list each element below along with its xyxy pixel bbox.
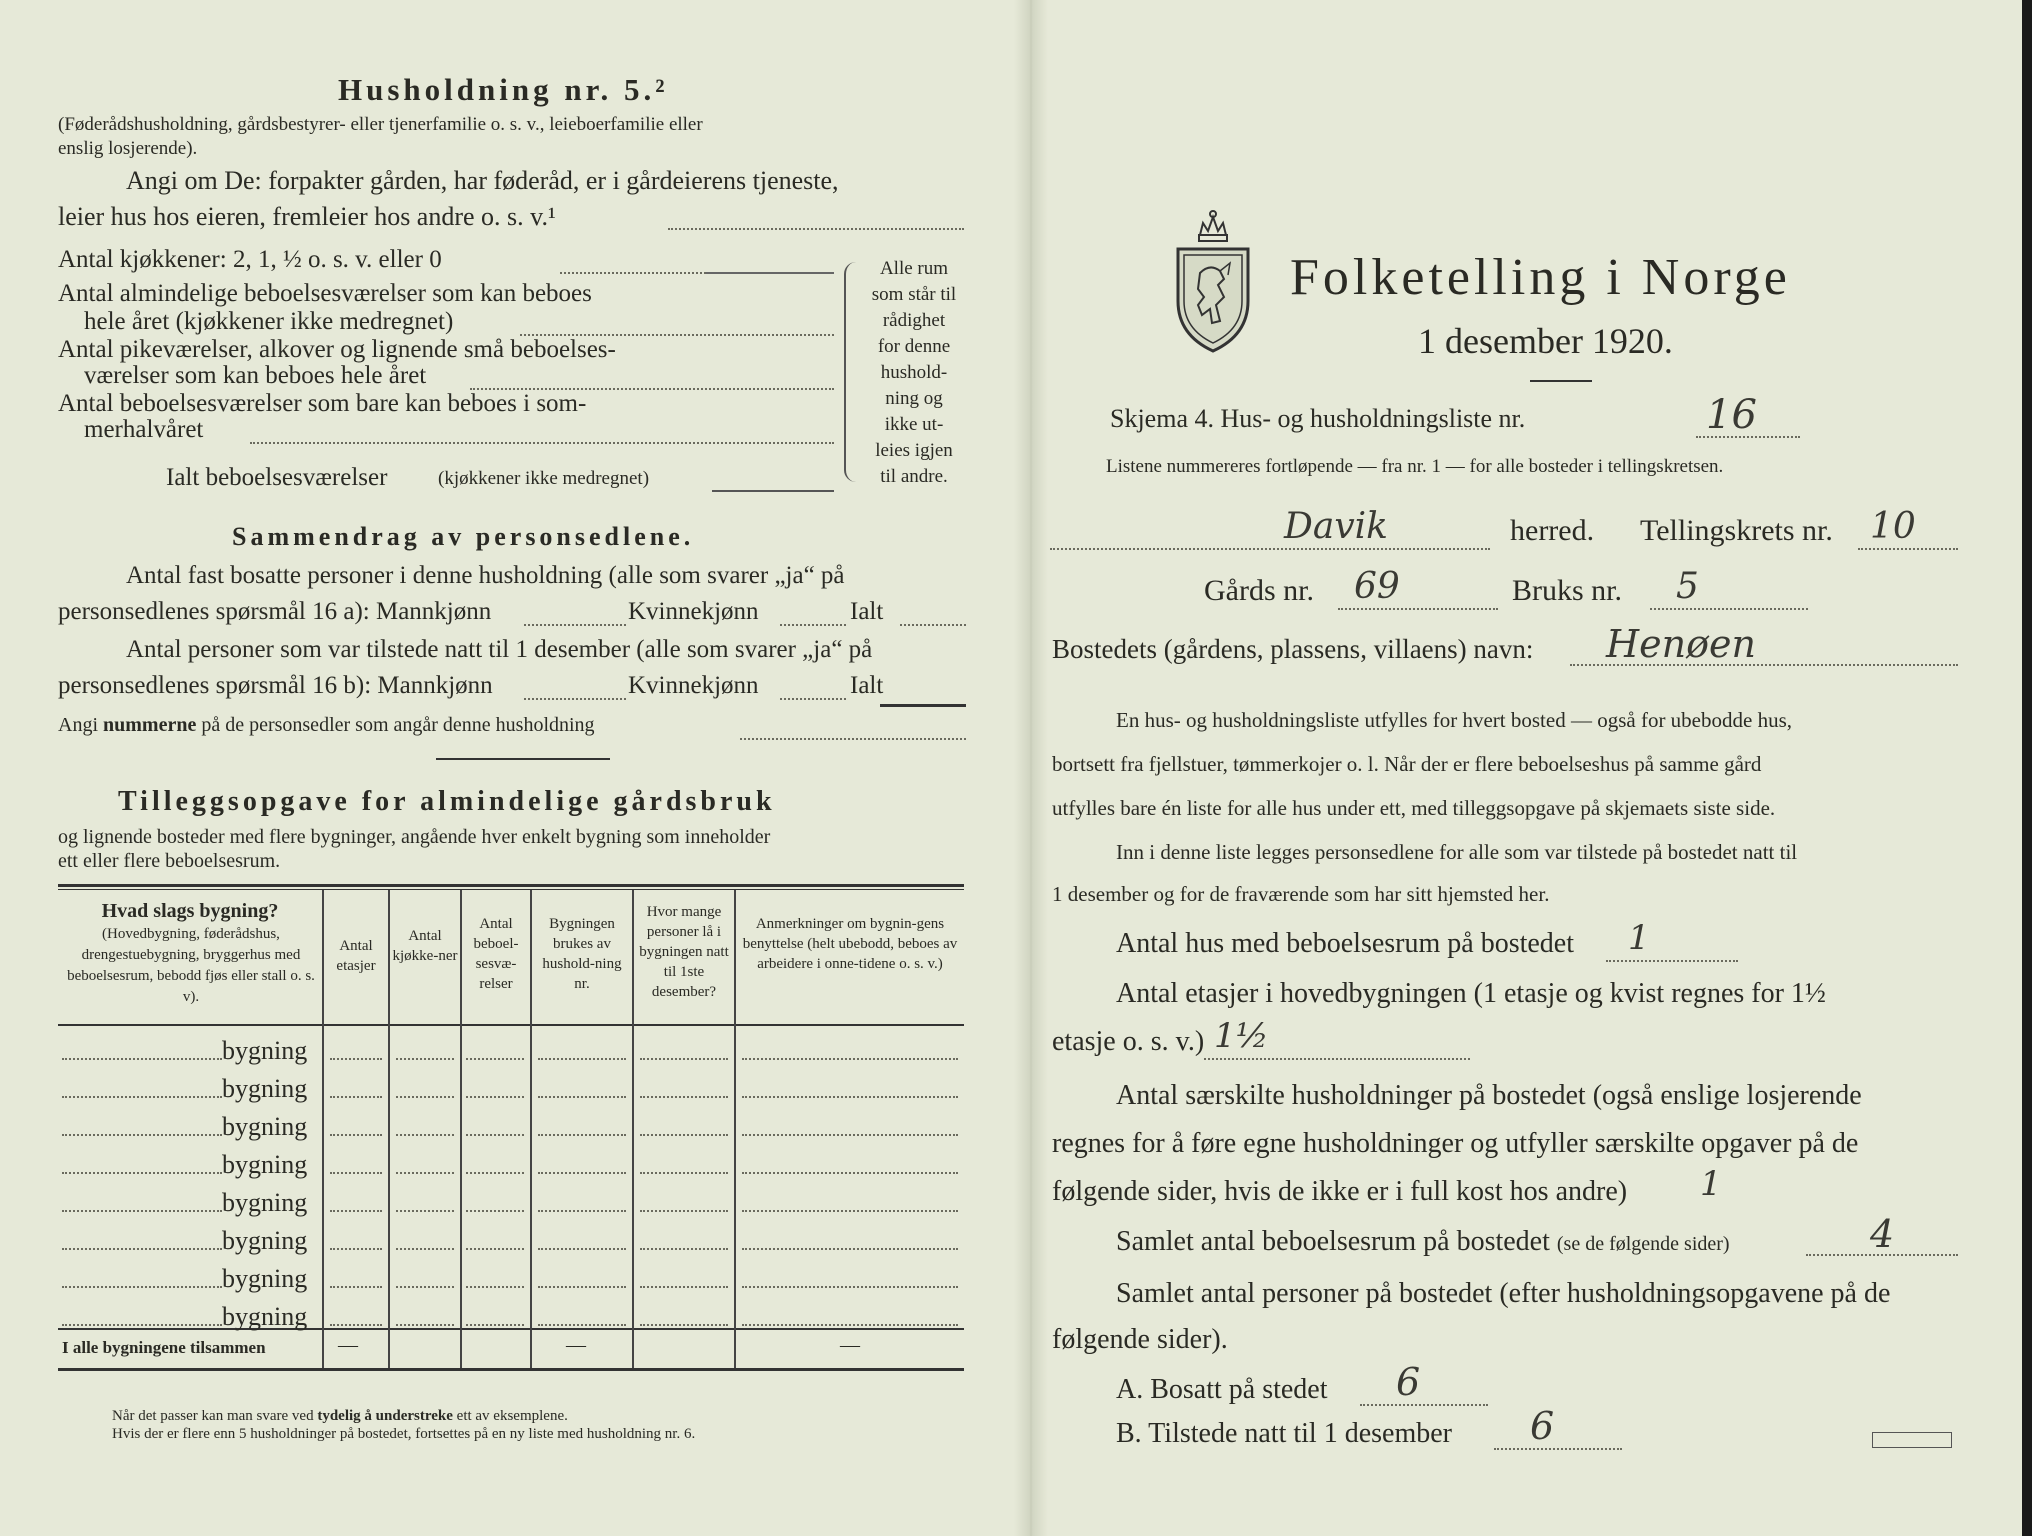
- question-households-b: regnes for å føre egne husholdninger og utfyller særskilte opgaver på de: [1052, 1128, 1859, 1159]
- table-cell: [538, 1172, 626, 1174]
- farm-number-value: 69: [1354, 566, 1400, 607]
- census-date: 1 desember 1920.: [1418, 321, 1673, 361]
- table-cell: [538, 1286, 626, 1288]
- printer-stamp: [1872, 1432, 1952, 1448]
- schema-number-value: 16: [1706, 392, 1757, 438]
- summary-resident-female: Kvinnekjønn: [628, 598, 759, 625]
- summary-numbers: Angi nummerne på de personsedler som angår denne husholdning: [58, 714, 595, 736]
- table-cell: [742, 1172, 958, 1174]
- table-cell: [466, 1248, 524, 1250]
- numbering-instruction: Listene nummereres fortløpende — fra nr. 1 — for alle bosteder i tellingskretsen.: [1106, 456, 1724, 477]
- table-cell: [466, 1096, 524, 1098]
- table-cell: [396, 1210, 454, 1212]
- question-resident-value: 6: [1396, 1360, 1421, 1404]
- table-row-label: bygning: [222, 1036, 308, 1065]
- summary-present-female: Kvinnekjønn: [628, 672, 759, 699]
- table-cell: [466, 1210, 524, 1212]
- holding-number-label: Bruks nr.: [1512, 574, 1623, 607]
- table-cell: [538, 1058, 626, 1060]
- question-rooms-value: 4: [1870, 1212, 1895, 1256]
- question-households-value: 1: [1700, 1164, 1722, 1204]
- summary-resident-total: Ialt: [850, 598, 884, 625]
- table-cell: [396, 1324, 454, 1326]
- table-cell: [640, 1058, 728, 1060]
- table-cell: [396, 1096, 454, 1098]
- table-row-label: bygning: [222, 1226, 308, 1255]
- instruction-1b: bortsett fra fjellstuer, tømmerkojer o. l. Når der er flere beboelseshus på samme gård: [1052, 752, 1762, 776]
- table-cell: [330, 1058, 382, 1060]
- district-value: 10: [1870, 506, 1916, 547]
- summary-resident: Antal fast bosatte personer i denne husholdning (alle som svarer „ja“ på: [126, 562, 845, 589]
- col-header-floors: Antal etasjer: [336, 938, 376, 974]
- table-row-label: bygning: [222, 1302, 308, 1331]
- table-cell: [396, 1248, 454, 1250]
- supplement-line-1: og lignende bosteder med flere bygninger, angående hver enkelt bygning som inneholder: [58, 826, 771, 848]
- table-cell: [742, 1058, 958, 1060]
- table-cell: [538, 1096, 626, 1098]
- side-note-line: Alle rum: [879, 258, 949, 279]
- side-note-line: som står til: [871, 284, 957, 305]
- holding-number-value: 5: [1676, 566, 1699, 607]
- table-cell: [640, 1134, 728, 1136]
- summary-resident-male: personsedlenes spørsmål 16 a): Mannkjønn: [58, 598, 492, 625]
- table-cell: [742, 1286, 958, 1288]
- total-floors-dash: —: [338, 1334, 358, 1356]
- summary-present: Antal personer som var tilstede natt til 1 desember (alle som svarer „ja“ på: [126, 636, 873, 663]
- question-rooms: Samlet antal beboelsesrum på bostedet (se de følgende sider): [1116, 1226, 1730, 1257]
- district-label: Tellingskrets nr.: [1640, 514, 1833, 547]
- table-cell: [466, 1172, 524, 1174]
- question-households-c: følgende sider, hvis de ikke er i full kost hos andre): [1052, 1176, 1628, 1207]
- rooms-summer-2: merhalvåret: [84, 416, 204, 443]
- census-title: Folketelling i Norge: [1290, 249, 1791, 306]
- question-persons-a: Samlet antal personer på bostedet (efter husholdningsopgavene på de: [1116, 1278, 1891, 1309]
- table-row-label: bygning: [222, 1188, 308, 1217]
- intro-question-2: leier hus hos eieren, fremleier hos andre o. s. v.¹: [58, 202, 556, 231]
- residence-name-label: Bostedets (gårdens, plassens, villaens) navn:: [1052, 634, 1534, 664]
- table-cell: [742, 1324, 958, 1326]
- household-title: Husholdning nr. 5.²: [338, 72, 669, 107]
- table-cell: [330, 1210, 382, 1212]
- schema-label: Skjema 4. Hus- og husholdningsliste nr.: [1110, 404, 1526, 433]
- table-cell: [640, 1172, 728, 1174]
- table-cell: [330, 1248, 382, 1250]
- question-floors-value: 1½: [1214, 1016, 1269, 1056]
- summary-present-male: personsedlenes spørsmål 16 b): Mannkjønn: [58, 672, 493, 699]
- question-present: B. Tilstede natt til 1 desember: [1116, 1418, 1452, 1449]
- table-row-label: bygning: [222, 1074, 308, 1103]
- table-cell: [396, 1286, 454, 1288]
- table-cell: [330, 1324, 382, 1326]
- rooms-kitchens: Antal kjøkkener: 2, 1, ½ o. s. v. eller 0: [58, 246, 442, 273]
- table-cell: [538, 1210, 626, 1212]
- table-cell: [466, 1286, 524, 1288]
- table-cell: [330, 1134, 382, 1136]
- table-cell: [742, 1134, 958, 1136]
- col-header-household-nr: Bygningen brukes av hushold-ning nr.: [542, 916, 622, 992]
- table-cell: [538, 1324, 626, 1326]
- rooms-total-note: (kjøkkener ikke medregnet): [438, 468, 650, 489]
- table-cell: [330, 1172, 382, 1174]
- table-cell: [640, 1286, 728, 1288]
- rooms-ordinary: Antal almindelige beboelsesværelser som kan beboes: [58, 280, 592, 307]
- table-cell: [396, 1172, 454, 1174]
- supplement-title: Tilleggsopgave for almindelige gårdsbruk: [118, 786, 776, 817]
- side-note-line: for denne: [877, 336, 951, 357]
- instruction-2b: 1 desember og for de fraværende som har sitt hjemsted her.: [1052, 882, 1550, 906]
- total-remarks-dash: —: [840, 1334, 860, 1356]
- side-note-line: ikke ut-: [884, 414, 944, 435]
- table-row-label: bygning: [222, 1264, 308, 1293]
- intro-question-1: Angi om De: forpakter gården, har føderåd, er i gårdeierens tjeneste,: [126, 166, 839, 195]
- coat-of-arms-icon: [1170, 205, 1256, 353]
- instruction-1a: En hus- og husholdningsliste utfylles for hvert bosted — også for ubebodde hus,: [1116, 708, 1792, 732]
- col-header-kitchens: Antal kjøkke-ner: [392, 928, 458, 964]
- table-cell: [538, 1134, 626, 1136]
- table-cell: [538, 1248, 626, 1250]
- rooms-ordinary-2: hele året (kjøkkener ikke medregnet): [84, 308, 454, 335]
- table-cell: [640, 1210, 728, 1212]
- table-cell: [640, 1324, 728, 1326]
- table-cell: [640, 1248, 728, 1250]
- question-resident: A. Bosatt på stedet: [1116, 1374, 1328, 1405]
- side-note-line: hushold-: [880, 362, 948, 383]
- col-header-building-type-note: (Hovedbygning, føderådshus, drengestuebygning, bryggerhus med beboelsesrum, bebodd fjøs eller stall o. s. v).: [67, 926, 315, 1005]
- rooms-maid-2: værelser som kan beboes hele året: [84, 362, 427, 389]
- instruction-2a: Inn i denne liste legges personsedlene for alle som var tilstede på bostedet natt til: [1116, 840, 1798, 864]
- table-cell: [330, 1286, 382, 1288]
- table-cell: [640, 1096, 728, 1098]
- rooms-total: Ialt beboelsesværelser: [166, 464, 388, 491]
- question-present-value: 6: [1530, 1404, 1555, 1448]
- summary-title: Sammendrag av personsedlene.: [232, 522, 695, 551]
- table-cell: [466, 1324, 524, 1326]
- question-houses: Antal hus med beboelsesrum på bostedet: [1116, 928, 1575, 959]
- table-cell: [742, 1210, 958, 1212]
- farm-number-label: Gårds nr.: [1204, 574, 1314, 607]
- total-household-dash: —: [566, 1334, 586, 1356]
- table-cell: [330, 1096, 382, 1098]
- table-cell: [466, 1058, 524, 1060]
- question-households-a: Antal særskilte husholdninger på bostedet (også enslige losjerende: [1116, 1080, 1862, 1111]
- side-note-line: til andre.: [880, 466, 948, 487]
- intro-line-2: enslig losjerende).: [58, 138, 198, 159]
- footnote-1: Når det passer kan man svare ved tydelig å understreke ett av eksemplene.: [112, 1408, 568, 1424]
- question-houses-value: 1: [1628, 918, 1650, 958]
- table-cell: [396, 1058, 454, 1060]
- summary-present-total: Ialt: [850, 672, 884, 699]
- supplement-line-2: ett eller flere beboelsesrum.: [58, 850, 281, 872]
- rooms-maid: Antal pikeværelser, alkover og lignende små beboelses-: [58, 336, 616, 363]
- col-header-persons: Hvor mange personer lå i bygningen natt til 1ste desember?: [639, 904, 729, 1000]
- bracket: [844, 262, 862, 482]
- question-persons-b: følgende sider).: [1052, 1324, 1228, 1355]
- residence-name-value: Henøen: [1606, 622, 1756, 666]
- table-cell: [466, 1134, 524, 1136]
- question-floors-b: etasje o. s. v.): [1052, 1026, 1205, 1057]
- side-note-line: leies igjen: [875, 440, 953, 461]
- herred-value: Davik: [1284, 506, 1388, 547]
- table-cell: [742, 1248, 958, 1250]
- question-floors-a: Antal etasjer i hovedbygningen (1 etasje og kvist regnes for 1½: [1116, 978, 1826, 1009]
- intro-line-1: (Føderådshusholdning, gårdsbestyrer- eller tjenerfamilie o. s. v., leieboerfamilie eller: [58, 114, 703, 135]
- table-row-label: bygning: [222, 1112, 308, 1141]
- table-cell: [742, 1096, 958, 1098]
- herred-label: herred.: [1510, 514, 1595, 547]
- col-header-remarks: Anmerkninger om bygnin-gens benyttelse (helt ubebodd, beboes av arbeidere i onne-tidene o. s. v.): [742, 916, 958, 972]
- side-note-line: rådighet: [882, 310, 946, 331]
- side-note-line: ning og: [885, 388, 943, 409]
- footnote-2: Hvis der er flere enn 5 husholdninger på bostedet, fortsettes på en ny liste med husholdning nr. 6.: [112, 1426, 696, 1442]
- col-header-rooms: Antal beboel-sesvæ-relser: [473, 916, 519, 992]
- rooms-summer: Antal beboelsesværelser som bare kan beboes i som-: [58, 390, 587, 417]
- table-row-label: bygning: [222, 1150, 308, 1179]
- page-fold: [1014, 0, 1048, 1536]
- total-row-label: I alle bygningene tilsammen: [62, 1338, 266, 1357]
- col-header-building-type: Hvad slags bygning?: [101, 900, 279, 922]
- instruction-1c: utfylles bare én liste for alle hus under ett, med tilleggsopgave på skjemaets siste side.: [1052, 796, 1776, 820]
- table-cell: [396, 1134, 454, 1136]
